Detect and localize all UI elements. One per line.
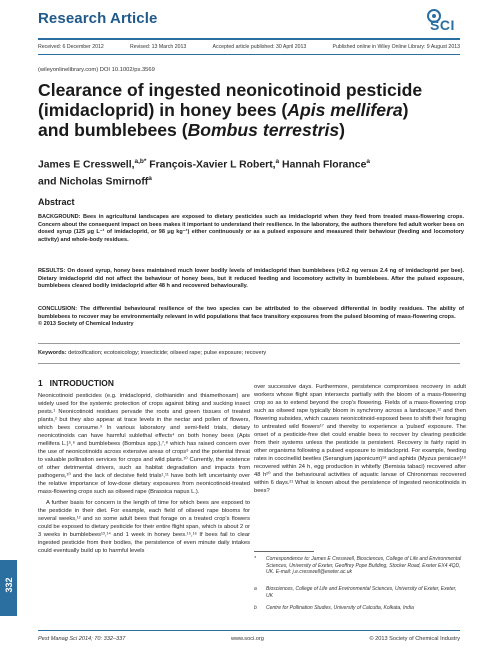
conclusion-label: CONCLUSION: xyxy=(38,306,78,312)
section-number: 1 xyxy=(38,378,43,388)
footnote-rule xyxy=(254,551,314,552)
author-2-affil: a xyxy=(275,158,280,165)
section-heading xyxy=(38,378,114,388)
title-species-1: Apis mellifera xyxy=(287,100,403,120)
footnote-correspondence xyxy=(254,556,464,576)
title-line-3b: ) xyxy=(339,120,345,140)
section-title: INTRODUCTION xyxy=(49,378,114,388)
author-1-affil: a,b* xyxy=(134,158,147,165)
journal-citation: Pest Manag Sci 2014; 70: 332–337 xyxy=(38,636,126,642)
keywords-text: detoxification; ecotoxicology; insecticide; oilseed rape; pulse exposure; recovery xyxy=(66,350,267,356)
sci-logo-icon xyxy=(420,8,460,34)
abstract-background xyxy=(38,214,464,244)
intro-paragraph-2: A further basis for concern is the length of time for which bees are exposed to the pesticide in their diet. For example, each field of oilseed rape blooms for several weeks,¹² and so some adult bees that forage on a treated crop's flowers could be exposed to dietary pesticide for their entire flight span, which is about 2 or 3 weeks in bumblebees¹³,¹⁴ and 1 week in honey bees.¹⁵,¹⁶ If bees fail to clear ingested pesticide from their bodies, the persistence of even minute daily intakes could eventually build up to harmful levels xyxy=(38,500,250,554)
title-species-2: Bombus terrestris xyxy=(187,120,340,140)
page-number: 332 xyxy=(4,577,14,593)
footnote-a-mark: a xyxy=(254,586,257,592)
article-type-heading: Research Article xyxy=(38,10,158,27)
title-line-3a: and bumblebees ( xyxy=(38,120,188,140)
accepted-date: Accepted article published: 30 April 2013 xyxy=(212,44,307,50)
author-3: Hannah Florance xyxy=(279,159,367,171)
keywords-top-rule xyxy=(38,343,460,344)
page-footer xyxy=(38,636,460,642)
logo-text: SCI xyxy=(430,17,455,33)
background-label: BACKGROUND: xyxy=(38,214,81,220)
author-4-affil: a xyxy=(148,175,152,183)
abstract-conclusion xyxy=(38,306,464,329)
footnote-star-text: Correspondence to: James E Cresswell, Biosciences, College of Life and Environmental Sciences, University of Exeter, Geoffrey Pope Building, Stocker Road, Exeter EX4 4QD, UK. E-mail: j.e.cresswell@exeter.ac.uk xyxy=(266,556,462,576)
body-column-right xyxy=(254,383,466,495)
footnote-b-text: Centre for Pollination Studies, University of Calcutta, Kolkata, India xyxy=(266,605,414,611)
revised-date: Revised: 13 March 2013 xyxy=(130,44,187,50)
publication-dates xyxy=(38,44,460,50)
abstract-copyright: © 2013 Society of Chemical Industry xyxy=(38,321,134,328)
dates-rule xyxy=(38,54,460,55)
footer-rule xyxy=(38,630,460,631)
title-line-2b: ) xyxy=(402,100,409,120)
footnote-a-text: Biosciences, College of Life and Environmental Sciences, University of Exeter, Exeter, UK xyxy=(266,586,457,599)
body-column-left xyxy=(38,392,250,555)
conclusion-text: The differential behavioural resilience of the two species can be attributed to the observed differential in bodily residues. The ability of bumblebees to recover may be environmentally relevant in wild populations that face transitory exposures from the pulsed blooming of mass-flowering crops. xyxy=(38,306,464,320)
background-text: Bees in agricultural landscapes are exposed to dietary pesticides such as imidacloprid when they feed from treated mass-flowering crops. Concern about the consequent impact on bees makes it important to understand their resilience. In the laboratory, the authors therefore fed adult worker bees on dosed syrup (125 μg L⁻¹ of imidacloprid, or 98 μg kg⁻¹) either continuously or as a pulsed exposure and measured their behaviour (feeding and locomotory activity) and whole-body residues. xyxy=(38,214,464,243)
footer-copyright: © 2013 Society of Chemical Industry xyxy=(369,636,460,642)
journal-website[interactable]: www.soci.org xyxy=(230,636,264,642)
author-list xyxy=(38,155,458,190)
intro-paragraph-1: Neonicotinoid pesticides (e.g. imidacloprid, clothianidin and thiamethoxam) are widely used for the systemic protection of crops against biting and sucking insect pests.¹ Neonicotinoid residues pervade the roots and green tissues of treated plants,² but they also appear at trace levels in the nectar and pollen of flowers, which bees consume.³ In various laboratory and semi-field trials, dietary neonicotinoids can have harmful sublethal effects⁴ on both honey bees (Apis mellifera L.)⁵,⁶ and bumblebees (Bombus spp.),⁷,⁸ which has raised concern over the use of neonicotinoids across extensive areas of crops⁹ and the potential threat to valuable pollination services for crops and wild plants.¹⁰ Currently, the existence of other detrimental drivers, such as habitat degradation and impacts from pathogens,¹⁰ and the lack of decisive field trials¹,¹¹ have both left uncertainty over the relative importance of low-dose dietary exposures from neonicotinoid-treated mass-flowering crops such as oilseed rape (Brassica napus L.). xyxy=(38,393,250,495)
published-date: Published online in Wiley Online Library: 9 August 2013 xyxy=(332,44,460,50)
received-date: Received: 6 December 2012 xyxy=(38,44,104,50)
footnote-affiliation-b xyxy=(254,605,464,612)
keywords-label: Keywords: xyxy=(38,350,67,356)
keywords-bottom-rule xyxy=(38,363,460,364)
author-2: François-Xavier L Robert, xyxy=(146,159,276,171)
author-4: and Nicholas Smirnoff xyxy=(38,176,149,188)
footnote-affiliation-a xyxy=(254,586,464,599)
header-rule xyxy=(38,38,460,40)
keywords-line xyxy=(38,350,266,356)
intro-paragraph-3: over successive days. Furthermore, persistence compromises recovery in adult workers whose flight span intersects partially with the bloom of a mass-flowering crop so as to extend beyond the crop's flowering. Fields of a mass-flowering crop such as oilseed rape typically bloom in synchrony across a landscape,¹² and then flowering subsides, which causes neonicotinoid-exposed bees to shift their foraging to untreated wild flowers¹⁷ and thereby to experience a 'pulsed' exposure. The onset of a pesticide-free diet could enable bees to recover by clearing pesticide from their systems unless the pesticide is persistent. Recovery is fairly rapid in other organisms following a pulsed exposure to imidacloprid. For example, feeding rates in coccinellid beetles (Serangium japonicum)¹⁸ and aphids (Myzus persicae)¹⁹ recovered within 24 h, egg production in whitefly (Bemisia tabaci) recovered after 48 h²⁰ and the behavioural activities of aquatic larvae of Chironomas recovered within 6 days.²¹ What is known about the persistence of ingested neonicotinoids in bees? xyxy=(254,384,466,494)
author-3-affil: a xyxy=(366,158,370,165)
abstract-heading: Abstract xyxy=(38,197,75,207)
doi-line: (wileyonlinelibrary.com) DOI 10.1002/ps.3569 xyxy=(38,67,155,73)
abstract-results xyxy=(38,268,464,291)
article-title xyxy=(38,80,478,140)
title-line-2a: (imidacloprid) in honey bees ( xyxy=(38,100,288,120)
results-label: RESULTS: xyxy=(38,268,66,274)
title-line-1: Clearance of ingested neonicotinoid pesticide xyxy=(38,80,423,100)
footnote-star-mark: * xyxy=(254,556,256,562)
results-text: On dosed syrup, honey bees maintained much lower bodily levels of imidacloprid than bumblebees (<0.2 ng versus 2.4 ng of imidacloprid per bee). Dietary imidacloprid did not affect the behaviour of honey bees, but it reduced feeding and locomotory activity in bumblebees. After the pulsed exposure, bumblebees cleared bodily imidacloprid after 48 h and recovered behaviourally. xyxy=(38,268,464,290)
author-1: James E Cresswell, xyxy=(38,159,135,171)
footnote-b-mark: b xyxy=(254,605,257,611)
